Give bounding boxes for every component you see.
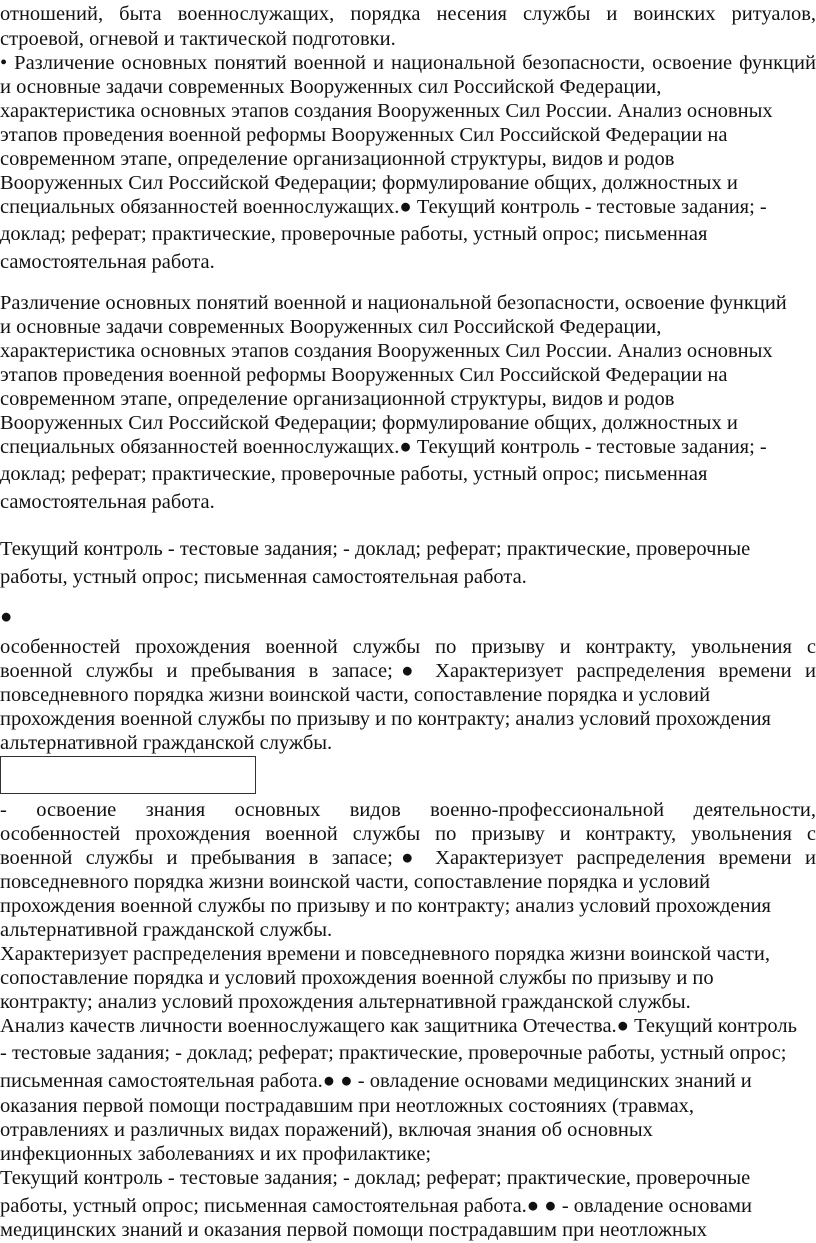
text-line: повседневного порядка жизни воинской части, сопоставление порядка и условий [0,684,711,706]
text-line: Различение основных понятий военной и национальной безопасности, освоение функций [0,292,787,314]
text-line: Текущий контроль - тестовые задания; - доклад; реферат; практические, проверочные [0,1167,751,1189]
text-line: специальных обязанностей военнослужащих.● Текущий контроль - тестовые задания; - [0,436,767,458]
text-line: сопоставление порядка и условий прохождения военной службы по призыву и по [0,967,714,989]
text-line: Вооруженных Сил Российской Федерации; формулирование общих, должностных и [0,172,738,194]
text-line: строевой, огневой и тактической подготовки. [0,28,396,50]
text-line: альтернативной гражданской службы. [0,919,333,941]
text-line: доклад; реферат; практические, проверочные работы, устный опрос; письменная [0,463,708,485]
text-line: медицинских знаний и оказания первой помощи пострадавшим при неотложных [0,1219,708,1241]
text-line: контракту; анализ условий прохождения альтернативной гражданской службы. [0,991,691,1013]
text-line: работы, устный опрос; письменная самостоятельная работа.● ● - овладение основами [0,1195,752,1217]
text-line: работы, устный опрос; письменная самостоятельная работа. [0,566,527,588]
text-line: характеристика основных этапов создания Вооруженных Сил России. Анализ основных [0,340,773,362]
text-line: оказания первой помощи пострадавшим при неотложных состояниях (травмах, [0,1095,695,1117]
text-line: военной службы и пребывания в запасе;● Характеризует распределения времени и [0,660,816,682]
text-line: и основные задачи современных Вооруженных сил Российской Федерации, [0,76,662,98]
text-line: Вооруженных Сил Российской Федерации; формулирование общих, должностных и [0,412,738,434]
text-line: - освоение знания основных видов военно-профессиональной деятельности, [0,799,816,821]
bullet-mark: ● [0,606,13,628]
text-line: инфекционных заболеваниях и их профилактике; [0,1143,432,1165]
text-line: • Различение основных понятий военной и национальной безопасности, освоение функций [0,52,816,74]
text-line: доклад; реферат; практические, проверочные работы, устный опрос; письменная [0,223,708,245]
text-line: специальных обязанностей военнослужащих.● Текущий контроль - тестовые задания; - [0,196,767,218]
text-line: Анализ качеств личности военнослужащего как защитника Отечества.● Текущий контроль [0,1015,797,1037]
text-line: этапов проведения военной реформы Вооруженных Сил Российской Федерации на [0,124,728,146]
text-line: самостоятельная работа. [0,491,215,513]
text-line: - тестовые задания; - доклад; реферат; практические, проверочные работы, устный опрос; [0,1042,787,1064]
text-line: отравлениях и различных видах поражений), включая знания об основных [0,1119,653,1141]
text-line: военной службы и пребывания в запасе;● Характеризует распределения времени и [0,847,816,869]
empty-box [0,756,256,794]
text-line: письменная самостоятельная работа.● ● - овладение основами медицинских знаний и [0,1070,752,1092]
text-line: самостоятельная работа. [0,251,215,273]
text-line: характеристика основных этапов создания Вооруженных Сил России. Анализ основных [0,100,773,122]
text-line: современном этапе, определение организационной структуры, видов и родов [0,148,675,170]
text-line: Текущий контроль - тестовые задания; - доклад; реферат; практические, проверочные [0,538,751,560]
text-line: прохождения военной службы по призыву и по контракту; анализ условий прохождения [0,895,771,917]
text-line: альтернативной гражданской службы. [0,732,333,754]
text-line: и основные задачи современных Вооруженных сил Российской Федерации, [0,316,662,338]
text-line: отношений, быта военнослужащих, порядка несения службы и воинских ритуалов, [0,3,816,25]
text-line: этапов проведения военной реформы Вооруженных Сил Российской Федерации на [0,364,728,386]
text-line: особенностей прохождения военной службы по призыву и контракту, увольнения с [0,823,816,845]
text-line: повседневного порядка жизни воинской части, сопоставление порядка и условий [0,871,711,893]
text-line: прохождения военной службы по призыву и по контракту; анализ условий прохождения [0,708,771,730]
text-line: Характеризует распределения времени и повседневного порядка жизни воинской части, [0,943,770,965]
text-line: современном этапе, определение организационной структуры, видов и родов [0,388,675,410]
text-line: особенностей прохождения военной службы по призыву и контракту, увольнения с [0,636,816,658]
